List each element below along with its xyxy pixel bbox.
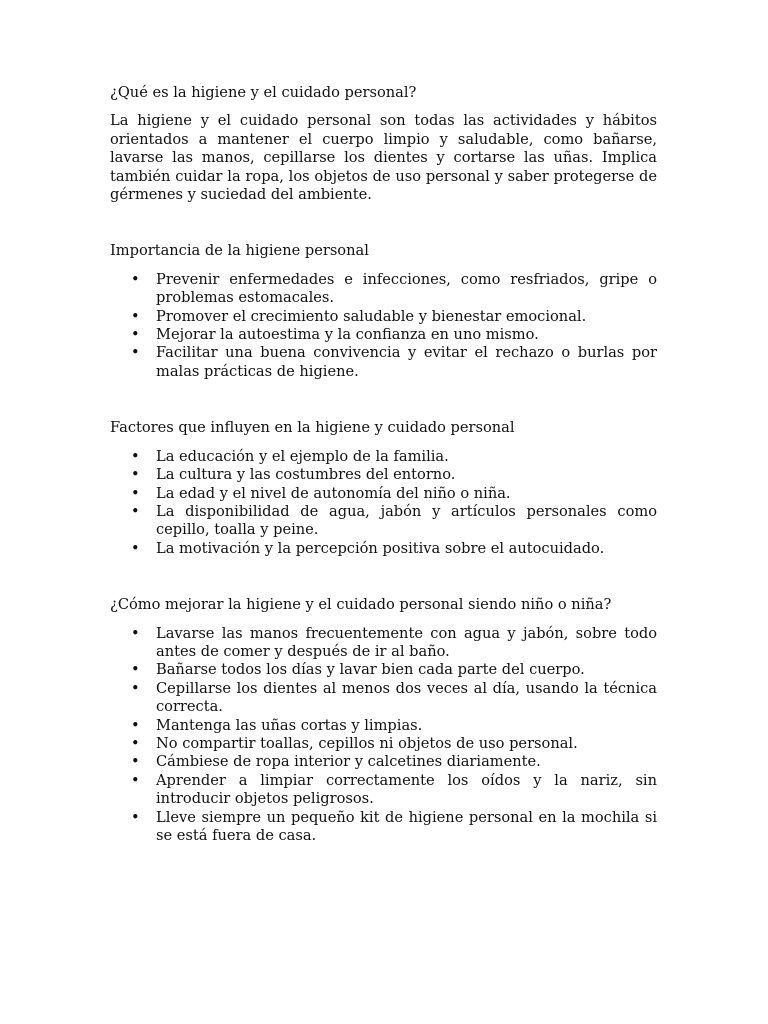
- list-item-text: Promover el crecimiento saludable y bienestar emocional.: [156, 307, 587, 325]
- section-title-factors: Factores que influyen en la higiene y cuidado personal: [110, 419, 515, 437]
- section-importance: [110, 242, 657, 381]
- bullet-icon: •: [131, 270, 140, 288]
- bullet-icon: •: [131, 502, 140, 520]
- bullet-icon: •: [131, 753, 140, 771]
- list-item-text: Lavarse las manos frecuentemente con agua y jabón, sobre todo antes de comer y después de ir al baño.: [156, 624, 657, 660]
- list-item-text: La cultura y las costumbres del entorno.: [156, 466, 456, 484]
- list-item: [110, 717, 657, 735]
- bullet-icon: •: [131, 466, 140, 484]
- bullet-icon: •: [131, 539, 140, 557]
- list-item: [110, 503, 657, 540]
- list-item: [110, 448, 657, 466]
- list-item-text: La disponibilidad de agua, jabón y artículos personales como cepillo, toalla y peine.: [156, 502, 657, 539]
- list-item-text: Facilitar una buena convivencia y evitar el rechazo o burlas por malas prácticas de higiene.: [156, 344, 657, 380]
- list-item-text: Prevenir enfermedades e infecciones, como resfriados, gripe o problemas estomacales.: [156, 270, 657, 307]
- list-item: [110, 772, 657, 809]
- bullet-icon: •: [131, 734, 140, 752]
- list-item: [110, 540, 657, 558]
- list-item-text: La motivación y la percepción positiva sobre el autocuidado.: [156, 539, 605, 557]
- bullet-icon: •: [131, 716, 140, 734]
- bullet-icon: •: [131, 307, 140, 325]
- list-item: [110, 661, 657, 679]
- section-improve: [110, 596, 657, 845]
- list-item: [110, 308, 657, 326]
- list-item-text: Aprender a limpiar correctamente los oídos y la nariz, sin introducir objetos peligrosos.: [156, 771, 657, 808]
- list-item: [110, 466, 657, 484]
- list-item: [110, 485, 657, 503]
- bullet-icon: •: [131, 808, 140, 826]
- intro-paragraph: La higiene y el cuidado personal son todas las actividades y hábitos orientados a mantener el cuerpo limpio y saludable, como bañarse, lavarse las manos, cepillarse los dientes y cortarse las uñas. Implica también cuidar la ropa, los objetos de uso personal y saber protegerse de gérmenes y suciedad del ambiente.: [110, 112, 657, 204]
- list-item-text: Cepillarse los dientes al menos dos veces al día, usando la técnica correcta.: [156, 679, 657, 716]
- list-item-text: Cámbiese de ropa interior y calcetines diariamente.: [156, 753, 541, 771]
- document-page: [110, 84, 657, 845]
- list-item-text: La educación y el ejemplo de la familia.: [156, 447, 449, 465]
- importance-list: [110, 271, 657, 381]
- bullet-icon: •: [131, 447, 140, 465]
- section-title-importance: Importancia de la higiene personal: [110, 242, 369, 260]
- list-item: [110, 753, 657, 771]
- list-item: [110, 271, 657, 308]
- list-item-text: Mejorar la autoestima y la confianza en uno mismo.: [156, 326, 539, 344]
- factors-list: [110, 448, 657, 558]
- list-item-text: No compartir toallas, cepillos ni objetos de uso personal.: [156, 734, 578, 752]
- bullet-icon: •: [131, 344, 140, 362]
- list-item-text: La edad y el nivel de autonomía del niño o niña.: [156, 484, 511, 502]
- list-item: [110, 344, 657, 381]
- section-title-improve: ¿Cómo mejorar la higiene y el cuidado personal siendo niño o niña?: [110, 596, 612, 614]
- improve-list: [110, 625, 657, 846]
- list-item: [110, 625, 657, 662]
- list-item: [110, 680, 657, 717]
- list-item: [110, 809, 657, 846]
- bullet-icon: •: [131, 484, 140, 502]
- bullet-icon: •: [131, 624, 140, 642]
- bullet-icon: •: [131, 661, 140, 679]
- section-factors: [110, 419, 657, 558]
- list-item: [110, 326, 657, 344]
- list-item-text: Mantenga las uñas cortas y limpias.: [156, 716, 423, 734]
- bullet-icon: •: [131, 326, 140, 344]
- section-intro: [110, 84, 657, 204]
- list-item: [110, 735, 657, 753]
- list-item-text: Bañarse todos los días y lavar bien cada parte del cuerpo.: [156, 661, 585, 679]
- bullet-icon: •: [131, 771, 140, 789]
- section-title-intro: ¿Qué es la higiene y el cuidado personal?: [110, 84, 417, 101]
- list-item-text: Lleve siempre un pequeño kit de higiene personal en la mochila si se está fuera de casa.: [156, 808, 657, 844]
- bullet-icon: •: [131, 679, 140, 697]
